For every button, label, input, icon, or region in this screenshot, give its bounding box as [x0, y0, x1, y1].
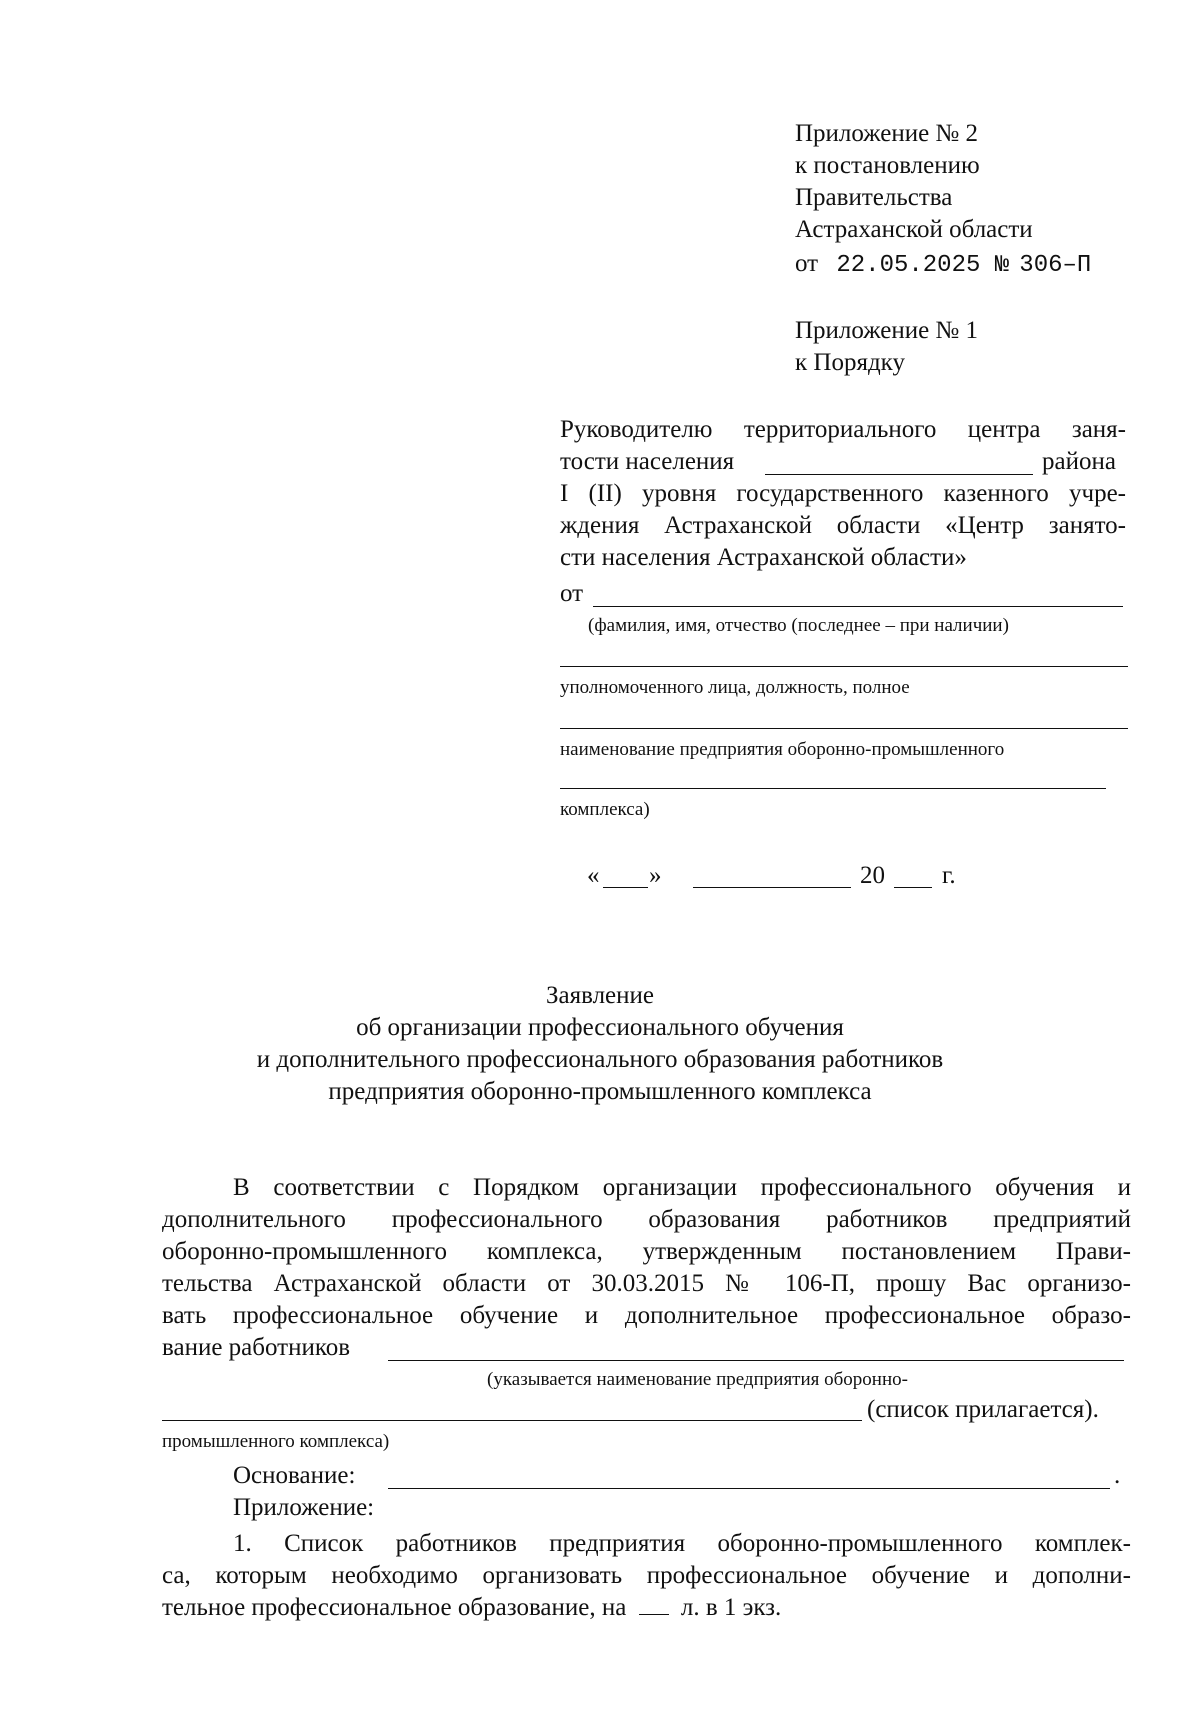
sheets-blank-line: [639, 1594, 669, 1615]
year-blank-line: [894, 887, 932, 888]
enterprise-blank-line: [388, 1360, 1124, 1361]
item-1-line-1: 1. Список работников предприятия оборонно-промышленного комплек-: [233, 1530, 1131, 1557]
item-1-line-3-end: л. в 1 экз.: [680, 1594, 782, 1621]
appendix-1-title: Приложение № 1: [795, 317, 979, 344]
body-line-5: вать профессиональное обучение и дополнительное профессиональное образо-: [162, 1302, 1131, 1329]
title-line-1: Заявление: [545, 982, 655, 1009]
appendix-2-government: Правительства: [795, 184, 953, 211]
basis-end: .: [1114, 1462, 1121, 1489]
date-open-quote: «: [587, 862, 600, 889]
district-blank-line: [765, 474, 1033, 475]
caption-full-name: (фамилия, имя, отчество (последнее – при наличии): [588, 615, 1009, 636]
appendix-2-region: Астраханской области: [795, 216, 1033, 243]
basis-label: Основание:: [233, 1462, 356, 1489]
caption-enterprise-name: наименование предприятия оборонно-промышленного: [560, 739, 1005, 760]
enterprise-name-line: [560, 728, 1128, 729]
date-prefix: от: [795, 250, 819, 277]
addressee-line-5: сти населения Астраханской области»: [560, 544, 967, 571]
date-year-suffix: г.: [942, 862, 956, 889]
addressee-line-3: I (II) уровня государственного казенного учре-: [560, 480, 1126, 507]
caption-enterprise-complex: промышленного комплекса): [162, 1431, 390, 1452]
appendix-2-title: Приложение № 2: [795, 120, 979, 147]
appendix-2-to-resolution: к постановлению: [795, 152, 980, 179]
addressee-line-2-start: тости населения: [560, 448, 735, 475]
caption-complex: комплекса): [560, 799, 650, 820]
basis-blank-line: [388, 1488, 1110, 1489]
addressee-line-2-end: района: [1042, 448, 1116, 475]
complex-line: [560, 788, 1106, 789]
item-1-line-3-start: тельное профессиональное образование, на: [162, 1594, 627, 1621]
title-line-4: предприятия оборонно-промышленного комплекса: [328, 1078, 872, 1105]
body-line-3: оборонно-промышленного комплекса, утвержденным постановлением Прави-: [162, 1238, 1131, 1265]
resolution-number: 306–П: [1019, 252, 1092, 279]
enterprise-blank-line-2: [162, 1420, 862, 1421]
appendix-label: Приложение:: [233, 1494, 375, 1521]
addressee-line-4: ждения Астраханской области «Центр занято-: [560, 512, 1126, 539]
day-blank-line: [603, 887, 648, 888]
body-line-4: тельства Астраханской области от 30.03.2015 № 106-П, прошу Вас организо-: [162, 1270, 1131, 1297]
from-label: от: [560, 580, 584, 607]
appendix-2-date-line: [795, 248, 1091, 282]
number-sign: №: [994, 252, 1010, 279]
body-line-2: дополнительного профессионального образования работников предприятий: [162, 1206, 1131, 1233]
month-blank-line: [693, 887, 851, 888]
caption-authorized-person: уполномоченного лица, должность, полное: [560, 677, 910, 698]
body-line-1: В соответствии с Порядком организации профессионального обучения и: [233, 1174, 1131, 1201]
authorized-person-line: [560, 666, 1128, 667]
resolution-date: 22.05.2025: [836, 252, 981, 279]
list-attached: (список прилагается).: [867, 1396, 1099, 1423]
body-line-6: вание работников: [162, 1334, 351, 1361]
applicant-name-line: [593, 606, 1123, 607]
title-line-2: об организации профессионального обучения: [356, 1014, 844, 1041]
date-close-quote: »: [649, 862, 662, 889]
caption-enterprise-indicated: (указывается наименование предприятия оборонно-: [487, 1369, 908, 1390]
appendix-1-to-procedure: к Порядку: [795, 349, 905, 376]
item-1-line-2: са, которым необходимо организовать профессиональное обучение и дополни-: [162, 1562, 1131, 1589]
date-year-prefix: 20: [860, 862, 885, 889]
addressee-line-1: Руководителю территориального центра заня-: [560, 416, 1126, 443]
title-line-3: и дополнительного профессионального образования работников: [256, 1046, 944, 1073]
item-1-line-3: [162, 1592, 781, 1624]
